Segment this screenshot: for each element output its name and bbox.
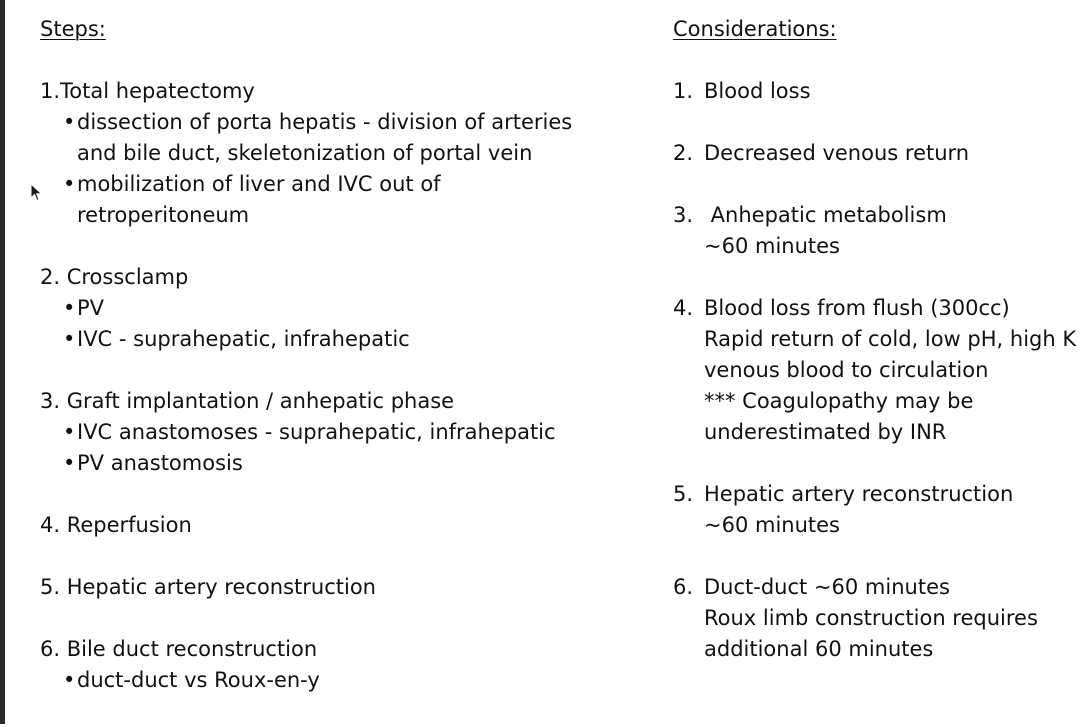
consideration-item bbox=[673, 76, 1088, 107]
mouse-pointer-icon bbox=[30, 183, 44, 203]
consideration-row bbox=[673, 572, 1088, 603]
step-item bbox=[40, 510, 640, 541]
consideration-item bbox=[673, 479, 1088, 541]
step-bullet: • IVC anastomoses - suprahepatic, infrahepatic bbox=[40, 417, 640, 448]
consideration-number: 4. bbox=[673, 296, 694, 320]
step-item bbox=[40, 76, 640, 231]
consideration-number: 6. bbox=[673, 575, 694, 599]
consideration-item bbox=[673, 293, 1088, 448]
consideration-item bbox=[673, 138, 1088, 169]
consideration-row bbox=[673, 200, 1088, 231]
step-bullet: • mobilization of liver and IVC out of retroperitoneum bbox=[40, 169, 467, 231]
step-bullet: • PV anastomosis bbox=[40, 448, 640, 479]
consideration-number: 2. bbox=[673, 141, 694, 165]
consideration-row bbox=[673, 479, 1088, 510]
consideration-number: 5. bbox=[673, 482, 694, 506]
consideration-detail: Rapid return of cold, low pH, high K bbox=[704, 327, 1077, 351]
consideration-detail: ~60 minutes bbox=[704, 234, 840, 258]
step-bullet: • PV bbox=[40, 293, 640, 324]
consideration-text: Anhepatic metabolism bbox=[704, 203, 947, 227]
step-bullets bbox=[40, 417, 640, 479]
steps-heading: Steps: bbox=[40, 17, 106, 41]
step-bullets bbox=[40, 665, 640, 696]
step-item bbox=[40, 386, 640, 479]
step-bullet: • dissection of porta hepatis - division of arteries and bile duct, skeletonization of portal vein bbox=[40, 107, 597, 169]
consideration-item bbox=[673, 572, 1088, 665]
step-bullets bbox=[40, 293, 640, 355]
step-item bbox=[40, 572, 640, 603]
consideration-detail: ~60 minutes bbox=[704, 513, 840, 537]
consideration-detail: venous blood to circulation bbox=[704, 358, 989, 382]
consideration-number: 3. bbox=[673, 203, 694, 227]
consideration-text: Blood loss bbox=[704, 79, 811, 103]
consideration-detail: *** Coagulopathy may be bbox=[704, 389, 974, 413]
consideration-row bbox=[673, 76, 1088, 107]
step-item bbox=[40, 262, 640, 355]
consideration-item bbox=[673, 200, 1088, 262]
step-item bbox=[40, 634, 640, 696]
consideration-text: Decreased venous return bbox=[704, 141, 970, 165]
consideration-text: Blood loss from flush (300cc) bbox=[704, 296, 1010, 320]
consideration-row bbox=[673, 138, 1088, 169]
step-title: 2. Crossclamp bbox=[40, 265, 189, 289]
step-title: 1.Total hepatectomy bbox=[40, 79, 255, 103]
step-bullet: • IVC - suprahepatic, infrahepatic bbox=[40, 324, 640, 355]
consideration-detail: underestimated by INR bbox=[704, 420, 947, 444]
step-title: 3. Graft implantation / anhepatic phase bbox=[40, 389, 455, 413]
step-title: 6. Bile duct reconstruction bbox=[40, 637, 318, 661]
step-bullet: • duct-duct vs Roux-en-y bbox=[40, 665, 640, 696]
step-title: 4. Reperfusion bbox=[40, 513, 192, 537]
consideration-text: Hepatic artery reconstruction bbox=[704, 482, 1014, 506]
consideration-detail: additional 60 minutes bbox=[704, 637, 934, 661]
steps-column bbox=[40, 14, 640, 727]
consideration-number: 1. bbox=[673, 79, 694, 103]
consideration-detail: Roux limb construction requires bbox=[704, 606, 1038, 630]
considerations-heading: Considerations: bbox=[673, 17, 837, 41]
step-title: 5. Hepatic artery reconstruction bbox=[40, 575, 376, 599]
consideration-row bbox=[673, 293, 1088, 324]
considerations-column bbox=[673, 14, 1088, 696]
consideration-text: Duct-duct ~60 minutes bbox=[704, 575, 950, 599]
step-bullets bbox=[40, 107, 640, 231]
